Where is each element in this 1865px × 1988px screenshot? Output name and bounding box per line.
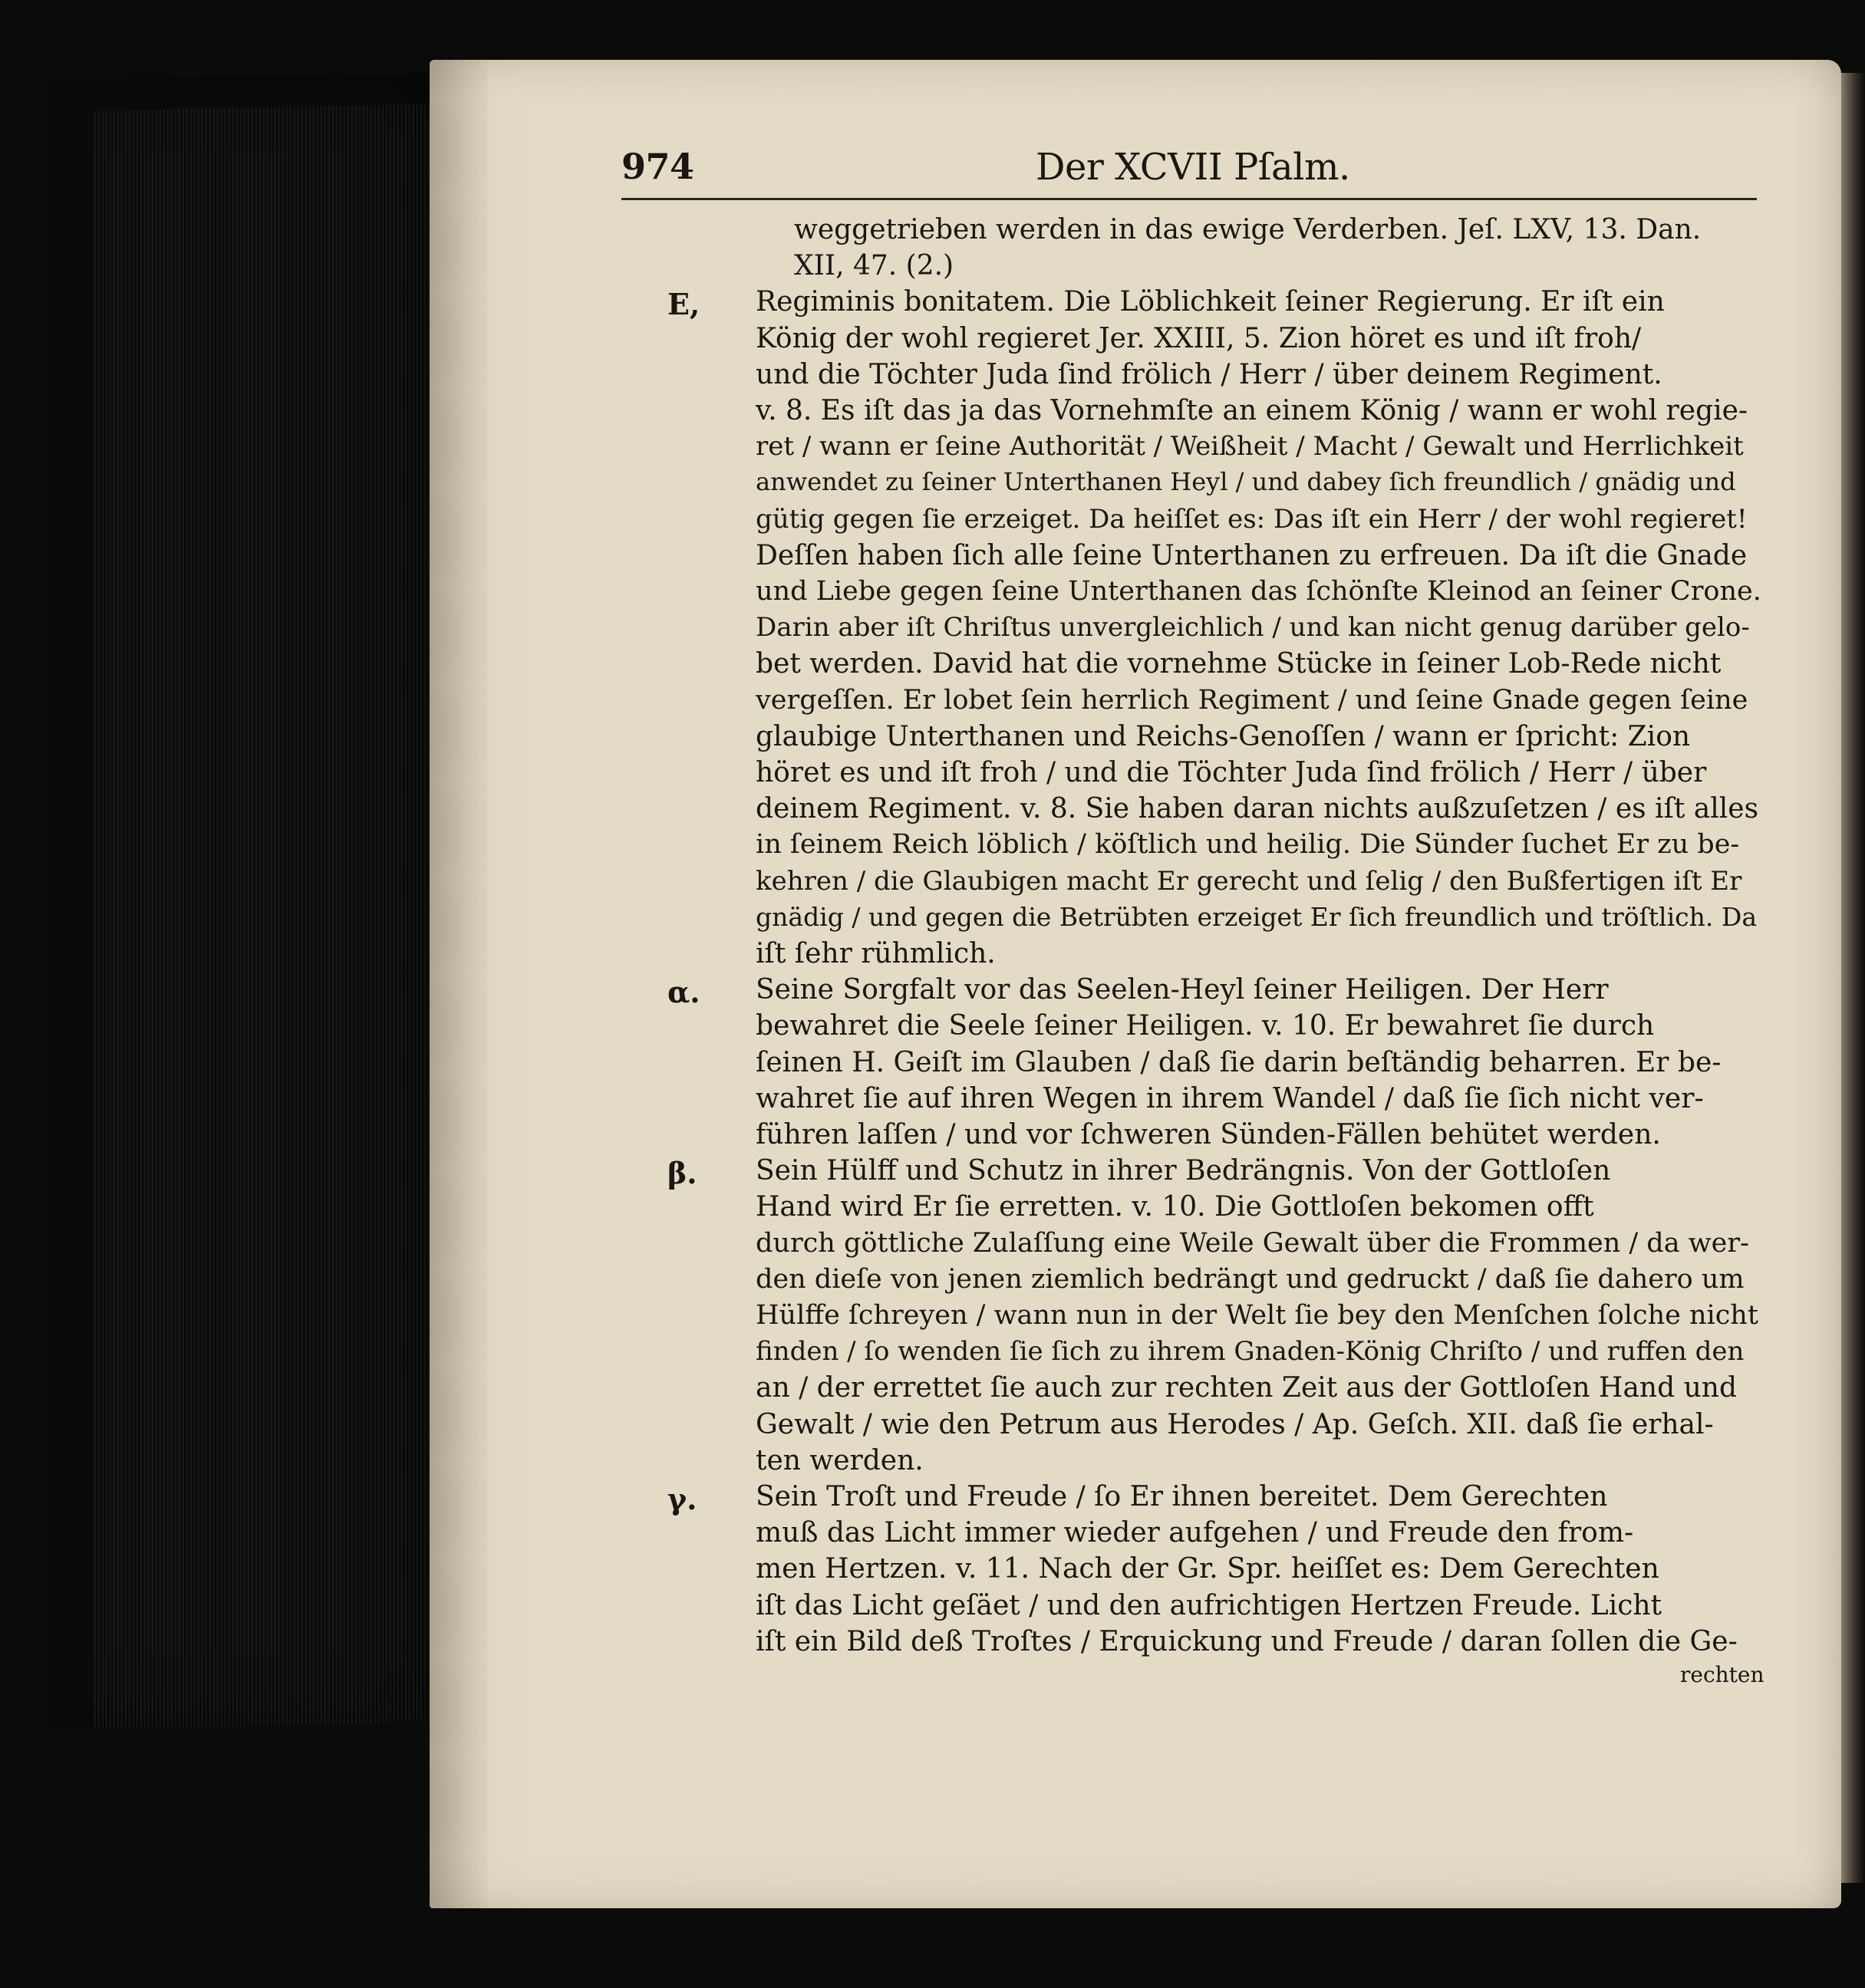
text-line: an / der errettet ſie auch zur rechten Zeit aus der Gottloſen Hand und — [756, 1372, 1738, 1404]
text-line: ret / wann er ſeine Authorität / Weißheit / Macht / Gewalt und Herrlichkeit — [756, 431, 1744, 462]
text-line: iſt ein Bild deß Troſtes / Erquickung und Freude / daran ſollen die Ge- — [756, 1626, 1738, 1657]
text-line: Regiminis bonitatem. Die Löblichkeit ſeiner Regierung. Er iſt ein — [756, 286, 1665, 318]
text-line: und Liebe gegen ſeine Unterthanen das ſchönſte Kleinod an ſeiner Crone. — [756, 576, 1761, 607]
text-line: Deſſen haben ſich alle ſeine Unterthanen zu erfreuen. Da iſt die Gnade — [756, 540, 1748, 571]
text-line: kehren / die Glaubigen macht Er gerecht und ſelig / den Bußfertigen iſt Er — [756, 866, 1742, 897]
text-line: ſeinen H. Geiſt im Glauben / daß ſie darin beſtändig beharren. Er be- — [756, 1047, 1722, 1078]
text-line: gütig gegen ſie erzeiget. Da heiſſet es: Das iſt ein Herr / der wohl regieret! — [756, 504, 1748, 535]
text-line: höret es und iſt froh / und die Töchter Juda ſind frölich / Herr / über — [756, 757, 1707, 788]
text-line: Gewalt / wie den Petrum aus Herodes / Ap. Geſch. XII. daß ſie erhal- — [756, 1409, 1714, 1440]
text-line: anwendet zu ſeiner Unterthanen Heyl / und dabey ſich freundlich / gnädig und — [756, 467, 1736, 496]
section-marker: E, — [667, 287, 700, 321]
text-line: iſt das Licht geſäet / und den aufrichtigen Hertzen Freude. Licht — [756, 1590, 1662, 1621]
header-rule — [621, 198, 1757, 200]
page-number: 974 — [621, 146, 694, 187]
text-line: men Hertzen. v. 11. Nach der Gr. Spr. heiſſet es: Dem Gerechten — [756, 1553, 1659, 1585]
text-line: bet werden. David hat die vornehme Stücke in ſeiner Lob-Rede nicht — [756, 648, 1722, 680]
text-line: durch göttliche Zulaſſung eine Weile Gewalt über die Frommen / da wer- — [756, 1228, 1749, 1259]
text-line: den dieſe von jenen ziemlich bedrängt und gedruckt / daß ſie dahero um — [756, 1264, 1745, 1295]
text-line: wahret ſie auf ihren Wegen in ihrem Wandel / daß ſie ſich nicht ver- — [756, 1083, 1704, 1114]
text-line: führen laſſen / und vor ſchweren Sünden-Fällen behütet werden. — [756, 1119, 1661, 1150]
page-stack — [92, 104, 430, 1729]
text-line: gnädig / und gegen die Betrübten erzeiget Er ſich freundlich und tröſtlich. Da — [756, 902, 1758, 932]
text-line: iſt ſehr rühmlich. — [756, 938, 996, 969]
text-line: v. 8. Es iſt das ja das Vornehmſte an einem König / wann er wohl regie- — [756, 395, 1748, 426]
text-line: vergeſſen. Er lobet ſein herrlich Regiment / und ſeine Gnade gegen ſeine — [756, 685, 1748, 716]
running-head: Der XCVII Pſalm. — [1036, 146, 1350, 189]
section-marker: γ. — [667, 1482, 697, 1516]
text-line: deinem Regiment. v. 8. Sie haben daran nichts außzuſetzen / es iſt alles — [756, 793, 1759, 824]
text-line: Sein Hülff und Schutz in ihrer Bedrängnis. Von der Gottloſen — [756, 1155, 1611, 1187]
text-line: ten werden. — [756, 1445, 924, 1476]
text-line: glaubige Unterthanen und Reichs-Genoſſen / wann er ſpricht: Zion — [756, 721, 1691, 752]
section-marker: α. — [667, 975, 700, 1009]
text-line: weggetrieben werden in das ewige Verderben. Jeſ. LXV, 13. Dan. — [794, 214, 1702, 245]
text-line: muß das Licht immer wieder aufgehen / und Freude den from- — [756, 1517, 1634, 1549]
section-marker: β. — [667, 1156, 697, 1190]
text-line: rechten — [1680, 1662, 1765, 1687]
text-line: Hülffe ſchreyen / wann nun in der Welt ſie bey den Menſchen ſolche nicht — [756, 1300, 1758, 1331]
text-line: König der wohl regieret Jer. XXIII, 5. Zion höret es und iſt froh/ — [756, 323, 1642, 354]
text-line: in ſeinem Reich löblich / köſtlich und heilig. Die Sünder ſuchet Er zu be- — [756, 829, 1740, 860]
text-line: Sein Troſt und Freude / ſo Er ihnen bereitet. Dem Gerechten — [756, 1481, 1608, 1512]
text-line: Hand wird Er ſie erretten. v. 10. Die Gottloſen bekomen offt — [756, 1191, 1594, 1223]
text-line: und die Töchter Juda ſind frölich / Herr / über deinem Regiment. — [756, 359, 1662, 390]
text-line: Darin aber iſt Chriſtus unvergleichlich / und kan nicht genug darüber gelo- — [756, 612, 1750, 643]
text-line: finden / ſo wenden ſie ſich zu ihrem Gnaden-König Chriſto / und ruffen den — [756, 1336, 1745, 1367]
text-line: Seine Sorgfalt vor das Seelen-Heyl ſeiner Heiligen. Der Herr — [756, 974, 1609, 1006]
text-line: bewahret die Seele ſeiner Heiligen. v. 10. Er bewahret ſie durch — [756, 1010, 1655, 1042]
text-line: XII, 47. (2.) — [794, 250, 954, 281]
